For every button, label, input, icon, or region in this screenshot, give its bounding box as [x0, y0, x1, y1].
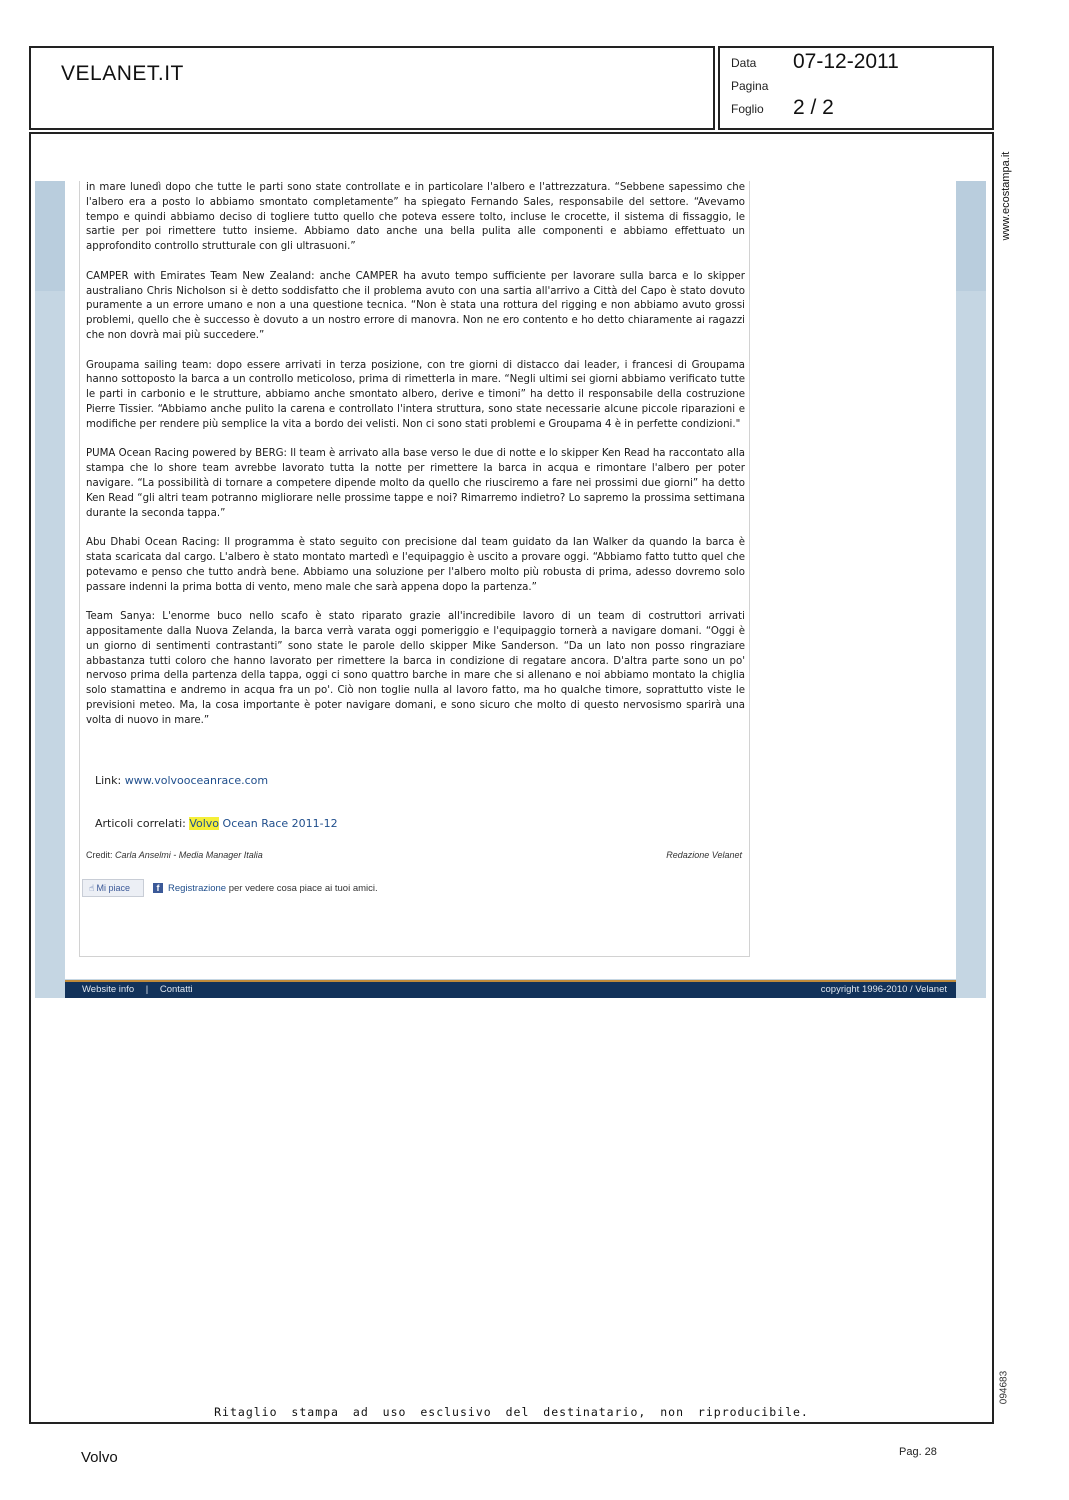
disclaimer: Ritaglio stampa ad uso esclusivo del destinatario, non riproducibile. — [214, 1405, 809, 1419]
registration-text: per vedere cosa piace ai tuoi amici. — [228, 883, 378, 894]
footer-separator: | — [145, 984, 149, 995]
like-button[interactable] — [82, 879, 144, 897]
credit-line — [86, 850, 263, 860]
related-label: Articoli correlati: — [95, 817, 186, 830]
facebook-line — [168, 883, 378, 894]
paragraph-camper: CAMPER with Emirates Team New Zealand: anche CAMPER ha avuto tempo sufficiente per lavorare sulla barca e lo skipper australiano Chris Nicholson si è detto soddisfatto che il problema avuto con una sartia all'arrivo a Città del Capo è stato dovuto puramente a un errore umano e non a una questione tecnica. “Non è stata una rottura del rigging e non abbiamo avuto grossi problemi, quello che è successo è dovuto a un nostro errore di manovra. Non ne ero contento e ho detto chiaramente ai ragazzi che non dovrà mai più succedere.” — [86, 270, 745, 341]
paragraph-groupama: Groupama sailing team: dopo essere arrivati in terza posizione, con tre giorni di distacco dai leader, i francesi di Groupama hanno sottoposto la barca a un controllo meticoloso, prima di rimetterla in mare. “Negli ultimi sei giorni abbiamo verificato tutte le parti in carbonio e le strutture, abbiamo anche smontato albero, derive e timoni” ha detto il responsabile della costruzione Pierre Tissier. “Abbiamo anche pulito la carena e controllato l'intera struttura, sono state necessarie alcune piccole riparazioni e modifiche per rendere più semplice la vita a bordo dei velisti. Non ci sono stati problemi e Groupama 4 è in perfette condizioni." — [86, 359, 745, 430]
facebook-icon: f — [153, 883, 163, 893]
header-meta-box — [718, 46, 994, 130]
page-subject: Volvo — [81, 1449, 118, 1466]
foglio-value: 2 / 2 — [793, 96, 834, 119]
paragraph-intro: in mare lunedì dopo che tutte le parti sono state controllate e in particolare l'albero e l'attrezzatura. “Sebbene sapessimo che l'albero era a posto lo abbiamo smontato completamente” ha spiegato Fernando Sales, responsabile del settore. “Avevamo tempo e quindi abbiamo deciso di togliere tutto quello che poteva essere tolto, incluse le crocette, il sistema di fissaggio, le sartie per poi rimettere tutto insieme. Abbiamo dato anche una bella pulita alle componenti e abbiamo effettuato un approfondito controllo strutturale con gli ultrasuoni.” — [86, 182, 745, 253]
pagina-label: Pagina — [731, 79, 769, 93]
redazione-signature: Redazione Velanet — [666, 850, 742, 860]
footer-links — [82, 984, 193, 995]
document-number — [996, 1368, 1010, 1408]
website-info-link[interactable]: Website info — [82, 984, 135, 995]
credit-label: Credit: — [86, 850, 113, 860]
ecostampa-text: www.ecostampa.it — [1000, 151, 1012, 241]
header-publication-box — [29, 46, 715, 130]
ecostampa-watermark — [996, 146, 1010, 250]
page-number: Pag. 28 — [899, 1446, 937, 1458]
thumbs-up-icon: ☝ — [89, 883, 95, 893]
article-body — [86, 181, 745, 743]
link-label: Link: — [95, 774, 122, 787]
related-highlight[interactable]: Volvo — [189, 817, 220, 830]
related-articles-line — [95, 817, 338, 830]
paragraph-puma: PUMA Ocean Racing powered by BERG: Il team è arrivato alla base verso le due di notte e lo skipper Ken Read ha raccontato alla stampa che lo shore team avrebbe lavorato tutta la notte per rimettere la barca in acqua e rimontare l'albero per poter navigare. “La possibilità di tornare a competere dipende molto da quello che riusciremo a fare nei prossimi due giorni” ha detto Ken Read “gli altri team potranno migliorare nelle prossime tappe e noi? Rimarremo indietro? Lo sapremo la prossima settimana durante la seconda tappa.” — [86, 448, 745, 519]
article-link-line — [95, 774, 268, 787]
site-footer — [65, 980, 956, 998]
foglio-label: Foglio — [731, 102, 764, 116]
link-url[interactable]: www.volvooceanrace.com — [124, 774, 269, 787]
document-number-text: 094683 — [998, 1370, 1010, 1405]
paragraph-abu-dhabi: Abu Dhabi Ocean Racing: Il programma è stato seguito con precisione dal team guidato da Ian Walker da quando la barca è stata scaricata dal cargo. L'albero è stato montato martedì e l'equipaggio è uscito a provare oggi. “Abbiamo fatto tutto quel che potevamo e penso che tutto andrà bene. Abbiamo una soluzione per l'albero molto più robusta di prima, adesso dovremo solo passare indenni la prima botta di vento, meno male che sarà appena dopo la partenza.” — [86, 537, 745, 593]
related-link[interactable]: Ocean Race 2011-12 — [222, 817, 338, 830]
paragraph-sanya: Team Sanya: L'enorme buco nello scafo è stato riparato grazie all'incredibile lavoro di un team di costruttori arrivati appositamente dalla Nuova Zelanda, la barca verrà varata oggi pomeriggio e l'equipaggio tornerà a navigare domani. “Oggi è un giorno di sentimenti contrastanti” sono state le parole dello skipper Mike Sanderson. “Da un lato non posso ringraziare abbastanza tutti coloro che hanno lavorato per rimettere la barca in condizione di regatare ancora. D'altra parte sono un po' nervoso prima della partenza della tappa, oggi ci sono quattro barche in mare che si allenano e noi abbiamo montato la chiglia solo stamattina e andremo in acqua fra un po'. Ciò non toglie nulla al lavoro fatto, ma ho qualche timore, soprattutto viste le previsioni meteo. Ma, la cosa importante è poter navigare domani, e sono sicuro che molto di questo nervosismo sparirà una volta di nuovo in mare.” — [86, 611, 745, 726]
like-label: Mi piace — [96, 883, 130, 893]
data-value: 07-12-2011 — [793, 50, 899, 73]
credit-name: Carla Anselmi - Media Manager Italia — [115, 850, 263, 860]
registration-link[interactable]: Registrazione — [168, 883, 227, 894]
data-label: Data — [731, 56, 757, 70]
publication-name: VELANET.IT — [61, 62, 184, 85]
contatti-link[interactable]: Contatti — [159, 984, 193, 995]
footer-copyright: copyright 1996-2010 / Velanet — [820, 984, 947, 995]
